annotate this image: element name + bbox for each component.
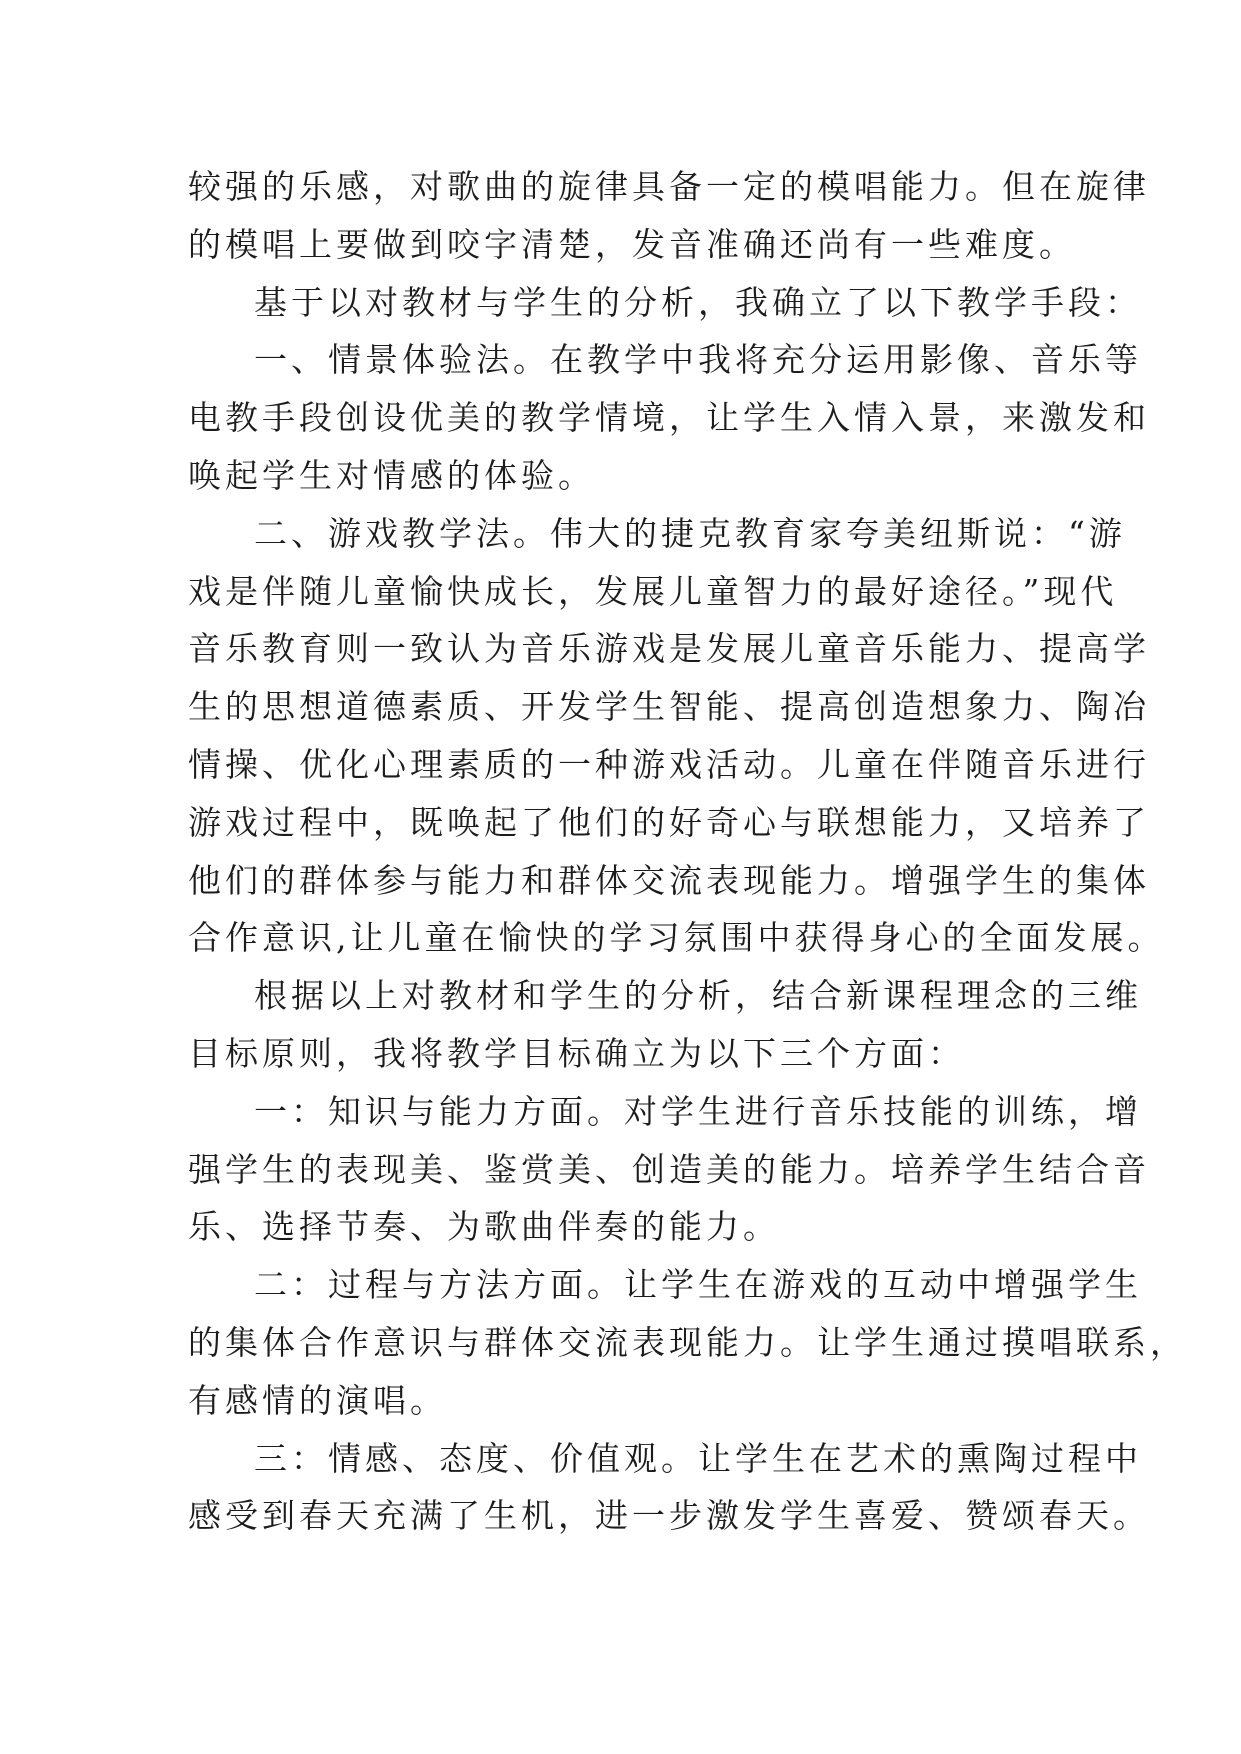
text-line: 三：情感、态度、价值观。让学生在艺术的熏陶过程中 bbox=[254, 1438, 1142, 1478]
text-line: 二、游戏教学法。伟大的捷克教育家夸美纽斯说：“游 bbox=[254, 513, 1126, 553]
text-line: 强学生的表现美、鉴赏美、创造美的能力。培养学生结合音 bbox=[188, 1149, 1150, 1189]
text-line: 唤起学生对情感的体验。 bbox=[188, 455, 595, 495]
text-line: 戏是伴随儿童愉快成长，发展儿童智力的最好途径。”现代 bbox=[188, 571, 1118, 611]
text-line: 的模唱上要做到咬字清楚，发音准确还尚有一些难度。 bbox=[188, 224, 1076, 264]
text-line: 目标原则，我将教学目标确立为以下三个方面： bbox=[188, 1033, 965, 1073]
text-line: 一、情景体验法。在教学中我将充分运用影像、音乐等 bbox=[254, 340, 1142, 380]
text-line: 情操、优化心理素质的一种游戏活动。儿童在伴随音乐进行 bbox=[188, 744, 1150, 784]
text-line: 乐、选择节奏、为歌曲伴奏的能力。 bbox=[188, 1207, 780, 1247]
text-line: 他们的群体参与能力和群体交流表现能力。增强学生的集体 bbox=[188, 860, 1150, 900]
text-line: 基于以对教材与学生的分析，我确立了以下教学手段： bbox=[254, 282, 1142, 322]
text-line: 电教手段创设优美的教学情境，让学生入情入景，来激发和 bbox=[188, 398, 1150, 438]
text-line: 生的思想道德素质、开发学生智能、提高创造想象力、陶冶 bbox=[188, 687, 1150, 727]
text-line: 根据以上对教材和学生的分析，结合新课程理念的三维 bbox=[254, 976, 1142, 1016]
text-line: 音乐教育则一致认为音乐游戏是发展儿童音乐能力、提高学 bbox=[188, 629, 1150, 669]
text-line: 一：知识与能力方面。对学生进行音乐技能的训练，增 bbox=[254, 1091, 1142, 1131]
text-line: 感受到春天充满了生机，进一步激发学生喜爱、赞颂春天。 bbox=[188, 1496, 1150, 1536]
text-line: 合作意识,让儿童在愉快的学习氛围中获得身心的全面发展。 bbox=[188, 918, 1165, 958]
text-line: 的集体合作意识与群体交流表现能力。让学生通过摸唱联系， bbox=[188, 1322, 1187, 1362]
text-line: 二：过程与方法方面。让学生在游戏的互动中增强学生 bbox=[254, 1265, 1142, 1305]
text-line: 游戏过程中，既唤起了他们的好奇心与联想能力，又培养了 bbox=[188, 802, 1150, 842]
text-line: 较强的乐感，对歌曲的旋律具备一定的模唱能力。但在旋律 bbox=[188, 167, 1150, 206]
body-text bbox=[188, 158, 1187, 1545]
text-line: 有感情的演唱。 bbox=[188, 1380, 447, 1420]
